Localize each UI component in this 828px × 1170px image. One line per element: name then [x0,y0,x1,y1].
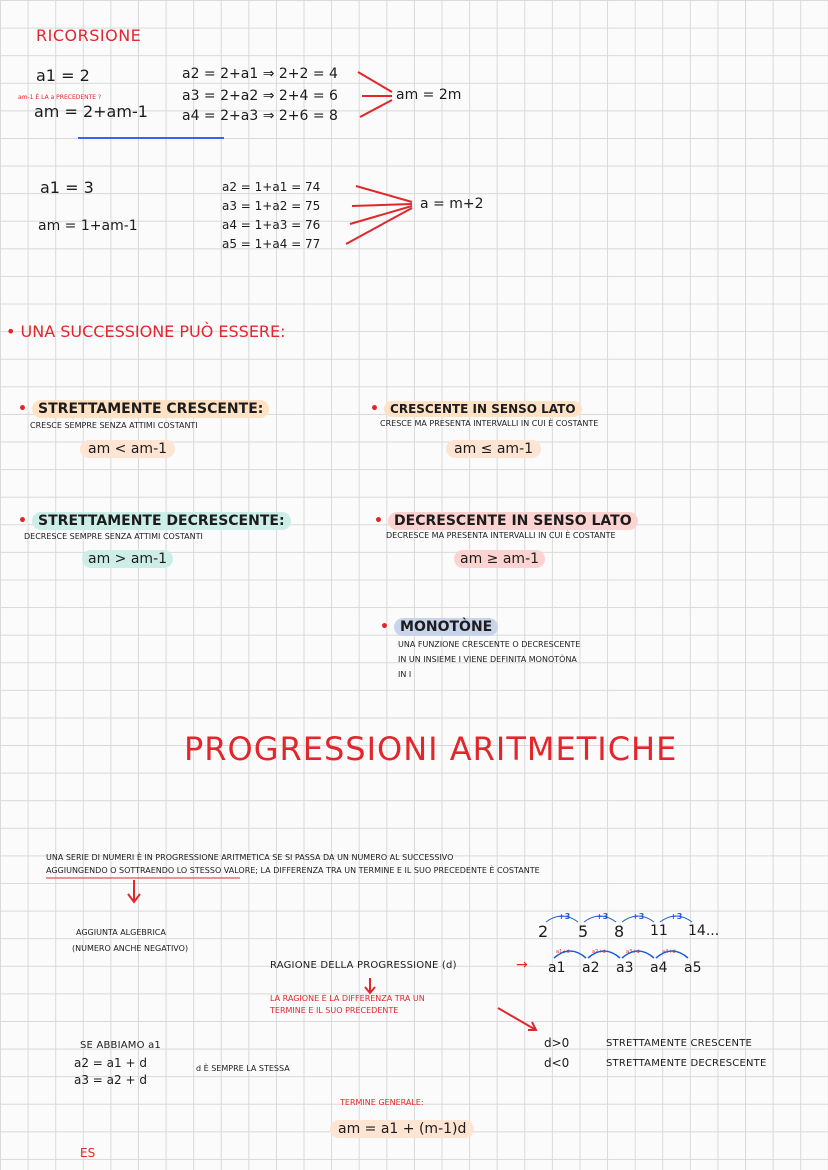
ragione-desc-1: LA RAGIONE È LA DIFFERENZA TRA UN [270,994,425,1003]
arrow-line [346,208,412,244]
arrow-line [356,186,412,202]
ex1-a1: a1 = 2 [36,66,90,85]
definition-line-2: AGGIUNGENDO O SOTTRAENDO LO STESSO VALORE; LA DIFFERENZA TRA UN TERMINE E IL SUO PRECEDENTE È COSTANTE [46,866,540,875]
ragione-label: RAGIONE DELLA PROGRESSIONE (d) [270,960,457,971]
ex1-note: am-1 È LA a PRECEDENTE ? [18,94,102,101]
type-title: CRESCENTE IN SENSO LATO [384,401,581,417]
type-desc: CRESCE MA PRESENTA INTERVALLI IN CUI È COSTANTE [380,419,599,428]
arc [622,951,654,958]
term: a3 [616,960,634,976]
arc [622,916,654,922]
seq-term: 8 [614,922,625,941]
d-same: d È SEMPRE LA STESSA [196,1064,290,1073]
ex2-step-1: a2 = 1+a1 = 74 [222,180,321,194]
termine-formula: am = a1 + (m-1)d [330,1120,474,1138]
type-formula: am < am-1 [80,440,175,458]
cond-negative-meaning: STRETTAMENTE DECRESCENTE [606,1058,767,1069]
increment: +3 [632,912,645,921]
bullet-dot: • [18,513,27,529]
arc [660,916,692,922]
ex2-am: am = 1+am-1 [38,218,138,234]
arrow-line [360,100,392,117]
bullet-dot: • [374,513,383,529]
progressioni-title: PROGRESSIONI ARITMETICHE [184,730,678,768]
bullet-dot: • [370,401,379,417]
term-label: a1+d [556,949,570,955]
monotone-desc-1: UNA FUNZIONE CRESCENTE O DECRESCENTE [398,640,581,649]
increment: +3 [670,912,683,921]
term-label: a3+d [626,949,640,955]
definition-line-1: UNA SERIE DI NUMERI È IN PROGRESSIONE ARITMETICA SE SI PASSA DA UN NUMERO AL SUCCESSIVO [46,853,454,862]
succession-heading-text: UNA SUCCESSIONE PUÒ ESSERE: [20,322,286,341]
type-desc: DECRESCE MA PRESENTA INTERVALLI IN CUI È COSTANTE [386,531,616,540]
arrow-right-icon: → [516,957,528,973]
bullet-dot: • [18,401,27,417]
arc [588,951,620,958]
ex2-result: a = m+2 [420,196,484,212]
term: a5 [684,960,702,976]
bullet-dot: • [380,619,389,635]
type-title: STRETTAMENTE CRESCENTE: [32,400,269,418]
arrow-diag-icon [498,1008,536,1030]
cond-positive-meaning: STRETTAMENTE CRESCENTE [606,1038,753,1049]
es-label: ES [80,1146,96,1160]
arc [554,951,586,958]
cond-positive: d>0 [544,1036,570,1050]
monotone-title: MONOTÒNE [394,618,498,636]
arc [584,916,616,922]
term: a1 [548,960,566,976]
ex1-step-2: a3 = 2+a2 ⇒ 2+4 = 6 [182,88,338,104]
ex1-result: am = 2m [396,87,462,103]
type-title: STRETTAMENTE DECRESCENTE: [32,512,291,530]
type-formula: am ≥ am-1 [454,550,545,568]
ex2-step-4: a5 = 1+a4 = 77 [222,237,321,251]
ragione-desc-2: TERMINE E IL SUO PRECEDENTE [270,1006,399,1015]
ex2-step-3: a4 = 1+a3 = 76 [222,218,321,232]
se-a2: a2 = a1 + d [74,1056,147,1070]
aggiunta-line-1: AGGIUNTA ALGEBRICA [76,928,166,937]
seq-term: 14... [688,923,720,939]
term: a4 [650,960,668,976]
ex1-step-3: a4 = 2+a3 ⇒ 2+6 = 8 [182,108,338,124]
se-abbiamo: SE ABBIAMO a1 [80,1040,161,1051]
ex1-step-1: a2 = 2+a1 ⇒ 2+2 = 4 [182,66,338,82]
cond-negative: d<0 [544,1056,570,1070]
arc [546,916,578,922]
ricorsione-title: RICORSIONE [36,26,142,45]
type-formula: am > am-1 [82,550,173,568]
arrow-down-icon [365,978,375,993]
monotone-desc-2: IN UN INSIEME I VIENE DEFINITA MONOTÒNA [398,655,577,664]
monotone-desc-3: IN I [398,670,412,679]
ex2-a1: a1 = 3 [40,178,94,197]
se-a3: a3 = a2 + d [74,1073,147,1087]
type-title: DECRESCENTE IN SENSO LATO [388,512,638,530]
type-formula: am ≤ am-1 [446,440,541,458]
term-label: a2+d [592,949,606,955]
increment: +3 [596,912,609,921]
arrow-line [352,204,412,206]
termine-label: TERMINE GENERALE: [340,1098,424,1107]
arc [656,951,688,958]
increment: +3 [558,912,571,921]
seq-term: 2 [538,922,549,941]
ex2-step-2: a3 = 1+a2 = 75 [222,199,321,213]
term-label: a4+d [662,949,676,955]
arrow-down-icon [128,880,140,902]
seq-term: 11 [650,923,668,939]
arrow-line [358,72,392,92]
type-desc: DECRESCE SEMPRE SENZA ATTIMI COSTANTI [24,532,203,541]
bullet-dot: • [6,322,21,341]
type-desc: CRESCE SEMPRE SENZA ATTIMI COSTANTI [30,421,198,430]
seq-term: 5 [578,922,589,941]
aggiunta-line-2: (NUMERO ANCHE NEGATIVO) [72,944,189,953]
term: a2 [582,960,600,976]
arrow-line [350,206,412,224]
ex1-am: am = 2+am-1 [34,102,148,121]
